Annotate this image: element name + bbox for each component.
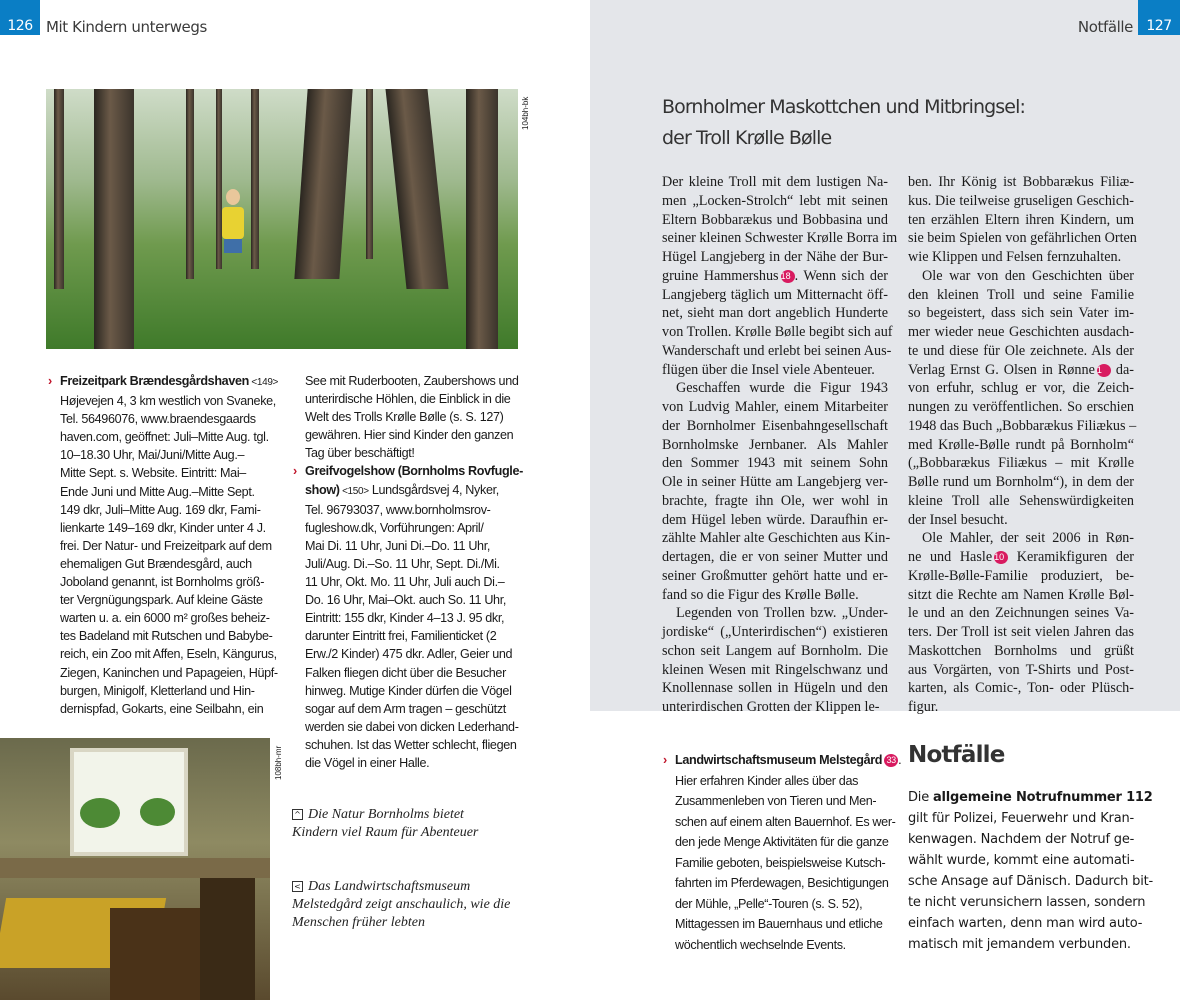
text-line (908, 379, 1134, 398)
text-line (908, 604, 1134, 623)
text-line (662, 567, 888, 586)
text-span: sitzt die Rechte am Namen Krølle Bøl- (908, 586, 1134, 603)
text-line (60, 519, 286, 537)
text-span: Langjeberg täglich um Mitternacht öff- (662, 286, 888, 303)
text-line (60, 464, 286, 482)
entry-name: show) (305, 482, 340, 497)
text-line (662, 586, 888, 605)
text-line (60, 392, 286, 410)
map-reference: <149> (248, 377, 279, 388)
entry-name: allgemeine Notrufnummer 112 (932, 790, 1153, 805)
text-span: jordiske“ („Unterirdischen“) existieren (662, 624, 888, 640)
text-line (908, 342, 1134, 361)
text-span: Mitte Sept. s. Website. Eintritt: Mai– (60, 466, 246, 481)
text-line (908, 417, 1137, 436)
text-line (663, 750, 902, 771)
text-span: wie Klippen und Felsen fernzuhalten. (908, 249, 1122, 265)
text-line (662, 529, 891, 548)
text-span: Hügel Langjeberg in der Nähe der Bur- (662, 249, 888, 265)
text-line (60, 627, 286, 645)
text-line (662, 454, 888, 473)
text-line (60, 410, 286, 428)
text-line (908, 871, 1154, 892)
caption-line: Melstedgård zeigt anschaulich, wie die (292, 897, 511, 912)
text-line (60, 573, 286, 591)
text-span: gruine Hammershus (662, 267, 779, 284)
text-span: Bølle rund um Bornholm“), in dem der (908, 474, 1134, 490)
text-span: schuhen. Ist das Wetter schlecht, fliegen (305, 737, 517, 752)
info-box-title (662, 92, 1025, 154)
text-line (908, 473, 1134, 492)
text-span: Tel. 96793037, www.bornholmsrov- (305, 502, 491, 517)
text-line (305, 444, 520, 462)
text-line (908, 529, 1134, 548)
text-span: le und an den Zeichnungen seines Va- (908, 605, 1134, 622)
text-line (662, 661, 888, 680)
text-span: fand so die Figur des Krølle Bølle. (662, 586, 859, 603)
text-span: so begeistert, dass sich sein Vater im- (908, 305, 1134, 322)
text-span: mer wieder neue Geschichten ausdach- (908, 324, 1134, 340)
text-span: Ole war von den Geschichten über (922, 267, 1134, 284)
text-line (305, 718, 520, 736)
text-line (662, 417, 888, 436)
text-span: Zusammenleben von Tieren und Men- (675, 794, 877, 808)
text-span: net, sieht man dort angeblich Hunderte (662, 305, 888, 322)
text-span: hinweg. Mutige Kinder dürfen die Vögel (305, 683, 512, 698)
text-span: aus Vorgärten, von T-Shirts und Post- (908, 661, 1134, 678)
text-line (662, 492, 888, 511)
photo-credit-forest: 104bh-bk (521, 96, 530, 130)
text-line (662, 398, 888, 417)
text-line (908, 267, 1134, 286)
text-span: figur. (908, 699, 939, 715)
text-span: Bornholmske Jernbaner. Als Mahler (662, 436, 888, 453)
text-span: kenwagen. Nachdem der Notruf ge- (908, 832, 1135, 847)
paragraph (908, 787, 1154, 955)
text-span: der Bornholmer Eisenbahngesellschaft (662, 417, 888, 434)
text-line (662, 304, 888, 323)
title-line: der Troll Krølle Bølle (662, 127, 832, 149)
text-line (305, 682, 520, 700)
notfaelle-body (908, 787, 1154, 955)
text-line (908, 398, 1134, 417)
text-span: Hier erfahren Kinder alles über das (675, 773, 859, 788)
text-span: te nicht verunsichern lassen, sondern (908, 895, 1146, 910)
text-span: Do. 16 Uhr, Mai–Okt. auch So. 11 Uhr, (305, 593, 507, 608)
map-reference: <150> (339, 485, 369, 497)
text-line (662, 679, 888, 698)
text-line (662, 342, 892, 361)
text-span: Familie geboten, beispielsweise Kutsch- (675, 855, 886, 870)
text-line (60, 483, 286, 501)
caption-forest (292, 806, 478, 842)
text-span: Knollennase sollen in Hügeln und den (662, 680, 888, 697)
text-line (305, 372, 520, 390)
text-span: gilt für Polizei, Feuerwehr und Kran- (908, 811, 1134, 826)
caption-museum (292, 878, 510, 932)
text-span: men „Locken-Strolch“ lebt mit seinen (662, 192, 888, 209)
text-span: Eintritt: 155 dkr, Kinder 4–13 J. 95 dkr, (305, 611, 505, 626)
text-line (908, 173, 1134, 192)
text-line (662, 623, 888, 642)
text-line (60, 682, 286, 700)
text-line (675, 935, 895, 956)
text-line (662, 511, 888, 530)
text-line (908, 248, 1134, 267)
text-span: der Insel besucht. (908, 511, 1008, 528)
text-line (662, 379, 888, 398)
caption-line: Das Landwirtschaftsmuseum (308, 879, 471, 894)
text-span: 1948 das Buch „Bobbarækus Filiækus – (908, 417, 1137, 434)
text-span: werden sie dabei von dicken Lederhand- (305, 719, 519, 734)
text-line (662, 229, 898, 248)
text-span: schen auf einem alten Bauernhof. Es wer- (675, 814, 896, 829)
arrow-left-icon: < (292, 881, 303, 892)
text-line (662, 642, 888, 661)
text-line (675, 771, 895, 792)
text-line (305, 501, 520, 519)
page-number-right: 127 (1138, 0, 1180, 35)
text-span: wöchentlich wechselnde Events. (675, 937, 846, 952)
photo-credit-museum: 108bh-mr (274, 745, 283, 780)
text-line (908, 286, 1134, 305)
left-column-1 (48, 372, 286, 718)
text-span: unterirdischen Grotten der Klippen le- (662, 699, 880, 715)
text-line (908, 850, 1134, 871)
text-span: Juli/Aug. Di.–So. 11 Uhr, Sept. Di./Mi. (305, 556, 500, 571)
text-span: frei. Der Natur- und Freizeitpark auf dem (60, 538, 272, 553)
caption-line: Menschen früher lebten (292, 915, 425, 930)
text-line (908, 698, 1134, 717)
text-span: kus. Die teilweise gruseligen Geschich- (908, 192, 1134, 209)
running-head-right: Notfälle (1077, 18, 1133, 36)
text-span: See mit Ruderbooten, Zaubershows und (305, 374, 519, 388)
text-span: Tag über beschäftigt! (305, 446, 415, 461)
text-line (305, 519, 520, 537)
text-span: Ole in seiner Hütte am Langebjerg ver- (662, 474, 888, 490)
text-span: von erfuhr, schlug er vor, die Zeich- (908, 380, 1134, 397)
text-line (305, 664, 520, 682)
text-span: warten u. a. ein 6000 m² großes beheiz- (60, 611, 270, 626)
text-line (908, 586, 1134, 605)
text-line (662, 473, 888, 492)
text-line (908, 492, 1134, 511)
text-span: te und diese für Ole zeichnete. Als der (908, 342, 1134, 359)
text-line (662, 436, 888, 455)
text-line (908, 323, 1134, 342)
text-line (662, 286, 888, 305)
text-line (908, 511, 1134, 530)
text-span: med Krølle-Bølle rundt på Bornholm“ (908, 436, 1134, 453)
text-line (908, 892, 1146, 913)
bullet-chevron-icon: › (48, 374, 52, 388)
text-span: haven.com, geöffnet: Juli–Mitte Aug. tgl. (60, 430, 269, 445)
text-line (908, 548, 1134, 567)
text-span: tes Badeland mit Rutschen und Babybe- (60, 629, 273, 644)
section-heading-notfaelle: Notfälle (908, 742, 1005, 768)
text-line (662, 267, 888, 286)
text-span: Joboland genannt, ist Bornholms größ- (60, 575, 265, 590)
text-span: zählte Mahler alte Geschichten aus Kin- (662, 530, 891, 547)
text-span: nungen zu veröffentlichen. So erschien (908, 399, 1134, 415)
text-span: ne und Hasle (908, 549, 993, 565)
text-span: Ziegen, Kaninchen und Papageien, Hüpf- (60, 665, 278, 680)
text-line (908, 679, 1134, 698)
text-span: Falken fliegen dicht über die Besucher (305, 665, 506, 680)
text-line (60, 591, 286, 609)
paragraph (908, 267, 1137, 530)
text-line (293, 462, 523, 480)
text-line (908, 567, 1134, 586)
paragraph (305, 372, 520, 462)
map-marker-badge: 33 (884, 754, 898, 767)
text-line (305, 627, 520, 645)
text-line (60, 537, 286, 555)
text-line (908, 623, 1134, 642)
info-box-column-2 (908, 173, 1137, 717)
text-line (675, 853, 895, 874)
text-line (675, 812, 895, 833)
text-line (60, 555, 286, 573)
text-span: seiner Großmutter gehört hatte und er- (662, 567, 888, 584)
text-span: Maskottchen Bornholms und grüßt (908, 642, 1134, 659)
left-column-2 (293, 372, 523, 772)
text-line (305, 555, 520, 573)
text-span: dem Hügel leben würde. Daraufhin er- (662, 511, 888, 528)
text-line (662, 173, 888, 192)
page-number-left: 126 (0, 0, 40, 35)
text-span: Mai Di. 11 Uhr, Juni Di.–Do. 11 Uhr, (305, 538, 491, 553)
text-line (675, 873, 895, 894)
text-span: darunter Eintritt frei, Familienticket (2 (305, 629, 497, 644)
text-line (305, 426, 520, 444)
text-line (662, 361, 888, 380)
text-line (60, 664, 286, 682)
text-line (305, 408, 520, 426)
text-line (908, 829, 1134, 850)
text-line (305, 573, 520, 591)
text-span: 11 Uhr, Okt. Mo. 11 Uhr, Juli auch Di.– (305, 575, 505, 590)
text-span: ter Vergnügungspark. Auf kleine Gäste (60, 593, 263, 608)
running-head-left: Mit Kindern unterwegs (46, 18, 207, 36)
text-line (662, 248, 888, 267)
text-line (60, 609, 286, 627)
paragraph (908, 529, 1134, 717)
title-line: Bornholmer Maskottchen und Mitbringsel: (662, 96, 1025, 118)
text-span: lienkarte 149–169 dkr, Kinder unter 4 J. (60, 520, 266, 535)
paragraph (662, 604, 888, 717)
text-span: den Sommer 1943 mit seinem Sohn (662, 455, 888, 472)
text-span: die Vögel in einer Halle. (305, 755, 430, 770)
text-line (305, 754, 520, 772)
text-line (908, 211, 1134, 230)
text-span: 149 dkr, Juli–Mitte Aug. 169 dkr, Fami- (60, 502, 261, 517)
text-span: Erw./2 Kinder) 475 dkr. Adler, Geier und (305, 647, 513, 662)
text-line (662, 211, 888, 230)
text-line (675, 894, 895, 915)
text-span: Krølle-Bølle-Familie produziert, be- (908, 567, 1134, 584)
text-line (675, 914, 895, 935)
text-span: Mittagessen im Bauernhaus und etliche (675, 917, 883, 931)
caption-line: Kindern viel Raum für Abenteuer (292, 825, 479, 840)
arrow-up-icon: ^ (292, 809, 303, 820)
text-line (908, 787, 1153, 808)
text-line (60, 446, 286, 464)
paragraph (908, 173, 1137, 267)
text-span: den jede Menge Aktivitäten für die ganze (675, 835, 889, 849)
text-span: matisch mit jemandem verbunden. (908, 937, 1131, 952)
text-line (662, 192, 888, 211)
museum-entry (663, 750, 902, 955)
text-span: seiner kleinen Schwester Krølle Borra im (662, 230, 898, 247)
text-line (305, 481, 520, 501)
bullet-entry (48, 372, 286, 718)
bullet-entry (293, 462, 523, 772)
entry-name: Landwirtschaftsmuseum Melstegård (675, 753, 883, 767)
text-span: flügen über die Insel viele Abenteuer. (662, 361, 875, 378)
map-marker-badge: 18 (781, 270, 795, 283)
text-span: Ole Mahler, der seit 2006 in Røn- (922, 530, 1134, 547)
text-line (662, 323, 893, 342)
text-span: Geschaffen wurde die Figur 1943 (676, 380, 888, 397)
text-line (662, 604, 888, 623)
text-span: schon seit Langem auf Bornholm. Die (662, 642, 888, 659)
text-line (305, 390, 520, 408)
text-span: burgen, Minigolf, Kletterland und Hin- (60, 683, 255, 698)
text-span: reich, ein Zoo mit Affen, Eseln, Kängurus, (60, 647, 277, 662)
text-span: Die (908, 790, 933, 805)
text-span: von Ludvig Mahler, einem Mitarbeiter (662, 399, 888, 415)
text-span: Eltern Bobbarækus und Bobbasina und (662, 211, 888, 228)
entry-name: Freizeitpark Brændesgårdshaven (60, 374, 249, 388)
text-span: karten, als Comic-, Ton- oder Plüsch- (908, 680, 1134, 697)
text-line (60, 501, 286, 519)
text-span: Verlag Ernst G. Olsen in Rønne (908, 361, 1095, 378)
text-span: wählt wurde, kommt eine automati- (908, 853, 1135, 868)
text-line (908, 661, 1134, 680)
text-line (908, 361, 1134, 380)
text-span: Wanderschaft und erlebt bei seinen Aus- (662, 342, 892, 359)
text-span: unterirdische Höhlen, die Einblick in die (305, 392, 511, 407)
text-line (908, 436, 1134, 455)
text-line (305, 736, 520, 754)
text-span: einfach warten, denn man wird auto- (908, 916, 1143, 931)
info-box-column-1 (662, 173, 898, 717)
text-span: ben. Ihr König ist Bobbarækus Filiæ- (908, 174, 1134, 190)
text-span: ten erzählen Eltern ihren Kindern, um (908, 211, 1134, 228)
text-line (305, 591, 520, 609)
text-span: von Trollen. Krølle Bølle begibt sich auf (662, 324, 893, 340)
text-line (908, 934, 1134, 955)
text-span: Keramikfiguren der (1008, 549, 1134, 565)
text-span: ehemaligen Gut Brændesgård, auch (60, 556, 252, 571)
text-line (305, 700, 520, 718)
text-span: Welt des Trolls Krølle Bølle (s. S. 127) (305, 410, 504, 425)
text-line (305, 645, 520, 663)
text-line (60, 428, 286, 446)
museum-photo (0, 738, 270, 1000)
text-line (60, 700, 286, 718)
text-span: dernispfad, Gokarts, eine Seilbahn, ein (60, 701, 264, 716)
text-span: kleinen Wesen mit Ringelschwanz und (662, 661, 888, 678)
text-line (60, 645, 286, 663)
text-span: Højevejen 4, 3 km westlich von Svaneke, (60, 394, 276, 409)
text-span: sche Ansage auf Dänisch. Dadurch bit- (908, 874, 1154, 889)
text-line (675, 791, 895, 812)
bullet-chevron-icon: › (293, 464, 297, 479)
text-line (908, 913, 1143, 934)
text-span: Tel. 56496076, www.braendesgaards (60, 412, 256, 427)
text-line (675, 832, 895, 853)
entry-name: Greifvogelshow (Bornholms Rovfugle- (305, 464, 523, 479)
text-span: sogar auf dem Arm tragen – geschützt (305, 701, 506, 716)
text-span: Ende Juni und Mitte Aug.–Mitte Sept. (60, 484, 255, 499)
text-line (908, 454, 1134, 473)
paragraph (662, 379, 891, 604)
text-span: fugleshow.dk, Vorführungen: April/ (305, 520, 484, 535)
text-line (908, 642, 1134, 661)
text-line (908, 229, 1137, 248)
paragraph (662, 173, 898, 379)
text-span: Legenden von Trollen bzw. „Under- (676, 605, 888, 622)
bullet-chevron-icon: › (663, 753, 667, 767)
text-span: („Bobbarækus Filiækus – mit Krølle (908, 455, 1134, 472)
text-line (305, 609, 520, 627)
caption-line: Die Natur Bornholms bietet (308, 807, 464, 822)
text-span: kleine Troll alle Sehenswürdigkeiten (908, 492, 1134, 509)
text-span: den kleinen Troll und seine Familie (908, 286, 1134, 303)
text-span: 10–18.30 Uhr, Mai/Juni/Mitte Aug.– (60, 448, 245, 463)
text-span: sie beim Spielen von gefährlichen Orten (908, 230, 1137, 247)
text-line (908, 192, 1134, 211)
text-span: Lundsgårdsvej 4, Nyker, (368, 482, 499, 497)
text-span: dertagen, die er von seiner Mutter und (662, 549, 888, 565)
text-span: Der kleine Troll mit dem lustigen Na- (662, 174, 888, 190)
text-line (908, 304, 1134, 323)
text-span: . Wenn sich der (794, 267, 888, 284)
text-line (662, 548, 888, 567)
text-span: der Mühle, „Pelle“-Touren (s. S. 52), (675, 896, 863, 911)
text-span: gewähren. Hier sind Kinder den ganzen (305, 428, 514, 443)
text-line (48, 372, 286, 392)
map-marker-badge: 10 (994, 551, 1008, 564)
text-line (305, 537, 520, 555)
text-span: . (898, 753, 902, 767)
text-line (908, 808, 1134, 829)
bullet-entry (663, 750, 902, 955)
map-marker-badge: 1 (1097, 364, 1111, 377)
text-span: da- (1110, 361, 1134, 378)
text-span: ters. Der Troll ist seit vielen Jahren das (908, 624, 1134, 640)
forest-photo (46, 89, 518, 349)
text-span: fahrten im Pferdewagen, Besichtigungen (675, 876, 889, 890)
text-span: brachte, fragte ihn Ole, wer wohl in (662, 492, 888, 509)
text-line (662, 698, 888, 717)
